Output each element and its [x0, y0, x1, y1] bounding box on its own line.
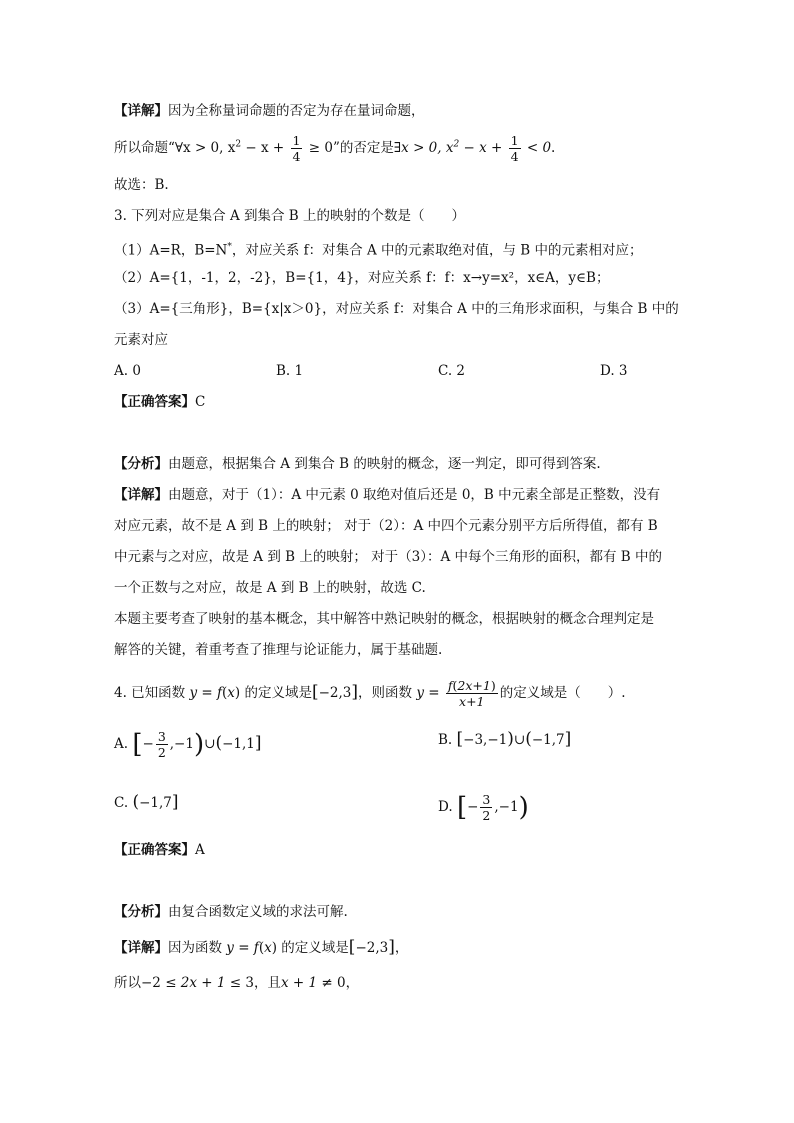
q3-case1: [114, 237, 642, 261]
q3-detail-2: 对应元素，故不是 A 到 B 上的映射； 对于（2）：A 中四个元素分别平方后所得值，都有 B: [114, 518, 658, 534]
domain-interval: [−2,3]: [311, 682, 359, 702]
fx-expression: y = f(x): [222, 940, 277, 956]
case1-start: （1）A=R，B=N: [114, 242, 228, 259]
correct-tag: 【正确答案】: [114, 842, 195, 858]
analysis-text: 由题意，根据集合 A 到集合 B 的映射的概念，逐一判定，即可得到答案.: [168, 456, 601, 472]
q3-case3b: 元素对应: [114, 332, 168, 348]
q4-option-d: [438, 792, 529, 823]
q3-detail-1: [114, 485, 660, 505]
detail-text: 因为全称量词命题的否定为存在量词命题，: [168, 103, 425, 119]
option-d-value: [− $\frac{3}{2}$ ,−1): [456, 792, 529, 823]
fx-expression: y = f(x): [185, 685, 241, 701]
negated-proposition: ∃x > 0, $x^2 - x$ + $\frac{1}{4}$ < 0: [393, 133, 552, 164]
case1-sup: *: [227, 242, 232, 252]
correct-value: C: [195, 394, 206, 410]
negation-mid: ”的否定是: [332, 140, 394, 156]
q2-answer: 故选：B.: [114, 177, 169, 193]
detail-text: 由题意，对于（1）：A 中元素 0 取绝对值后还是 0，B 中元素全部是正整数，没有: [168, 487, 661, 503]
option-c-label: C.: [114, 795, 129, 811]
detail2-prefix: 所以: [114, 975, 141, 991]
detail1-end: ，: [394, 940, 409, 956]
stem-end: 的定义域是（ ）.: [499, 685, 626, 701]
analysis-text: 由复合函数定义域的求法可解.: [168, 904, 348, 920]
detail1-mid: 的定义域是: [281, 940, 349, 956]
q4-detail-1: [114, 937, 408, 958]
q4-analysis: [114, 902, 348, 922]
option-d-label: D.: [438, 799, 453, 815]
domain-interval: [−2,3]: [348, 937, 395, 957]
option-a-label: A.: [114, 736, 129, 752]
negation-end: .: [551, 140, 556, 156]
q4-stem: [114, 678, 626, 709]
q3-correct-answer: [114, 392, 205, 412]
option-a-value: [− $\frac{3}{2}$ ,−1)∪(−1,1]: [132, 729, 262, 760]
q3-option-b: B. 1: [276, 363, 304, 379]
detail1-prefix: 因为函数: [168, 940, 222, 956]
stem-prefix: 4. 已知函数: [114, 685, 186, 701]
option-c-value: (−1,7]: [132, 792, 179, 812]
analysis-tag: 【分析】: [114, 904, 168, 920]
detail-tag: 【详解】: [114, 103, 168, 119]
q3-detail-4: 一个正数与之对应，故是 A 到 B 上的映射，故选 C.: [114, 580, 426, 596]
composite-function: y = $\frac{f(2x+1)}{x+1}$: [412, 678, 496, 709]
detail2-mid: ，且: [253, 975, 281, 991]
q4-detail-2: [114, 973, 359, 993]
option-b-value: [−3,−1)∪(−1,7]: [456, 729, 572, 749]
q2-detail-line: [114, 101, 425, 121]
q4-option-a: [114, 729, 262, 760]
q3-detail-3: 中元素与之对应，故是 A 到 B 上的映射； 对于（3）：A 中每个三角形的面积，都有 B 中的: [114, 549, 663, 565]
original-proposition: ∀x > 0, $x^2 - x$ + $\frac{1}{4}$ ≥ 0: [174, 133, 333, 164]
q3-case3a: （3）A={三角形}，B={x|x＞0}，对应关系 f：对集合 A 中的三角形求面积，与集合 B 中的: [114, 301, 679, 317]
q3-summary-2: 解答的关键，着重考查了推理与论证能力，属于基础题.: [114, 642, 443, 658]
analysis-tag: 【分析】: [114, 456, 168, 472]
nonzero-condition: x + 1 ≠ 0: [280, 975, 346, 991]
case1-rest: ，对应关系 f：对集合 A 中的元素取绝对值，与 B 中的元素相对应；: [231, 242, 643, 259]
detail2-end: ，: [345, 975, 360, 991]
q4-option-b: [438, 729, 571, 750]
q3-option-a: A. 0: [114, 363, 141, 379]
q4-option-c: [114, 792, 179, 813]
stem-mid2: ，则函数: [358, 685, 413, 701]
q3-option-c: C. 2: [438, 363, 466, 379]
negation-prefix: 所以命题“: [114, 140, 175, 156]
q3-case2: （2）A={1，-1，2，-2}，B={1，4}，对应关系 f：f：x→y=x²，x∈A，y∈B；: [114, 270, 610, 286]
q3-option-d: D. 3: [600, 363, 628, 379]
correct-value: A: [195, 842, 205, 858]
option-b-label: B.: [438, 732, 453, 748]
correct-tag: 【正确答案】: [114, 394, 195, 410]
q3-analysis: [114, 454, 601, 474]
q2-negation-line: [114, 133, 555, 164]
q4-correct-answer: [114, 840, 205, 860]
detail-tag: 【详解】: [114, 487, 168, 503]
q3-summary-1: 本题主要考查了映射的基本概念，其中解答中熟记映射的概念，根据映射的概念合理判定是: [114, 611, 654, 627]
inequality: −2 ≤ 2x + 1 ≤ 3: [141, 975, 254, 991]
detail-tag: 【详解】: [114, 940, 168, 956]
q3-stem: 3. 下列对应是集合 A 到集合 B 上的映射的个数是（ ）: [114, 208, 466, 224]
stem-mid: 的定义域是: [244, 685, 312, 701]
